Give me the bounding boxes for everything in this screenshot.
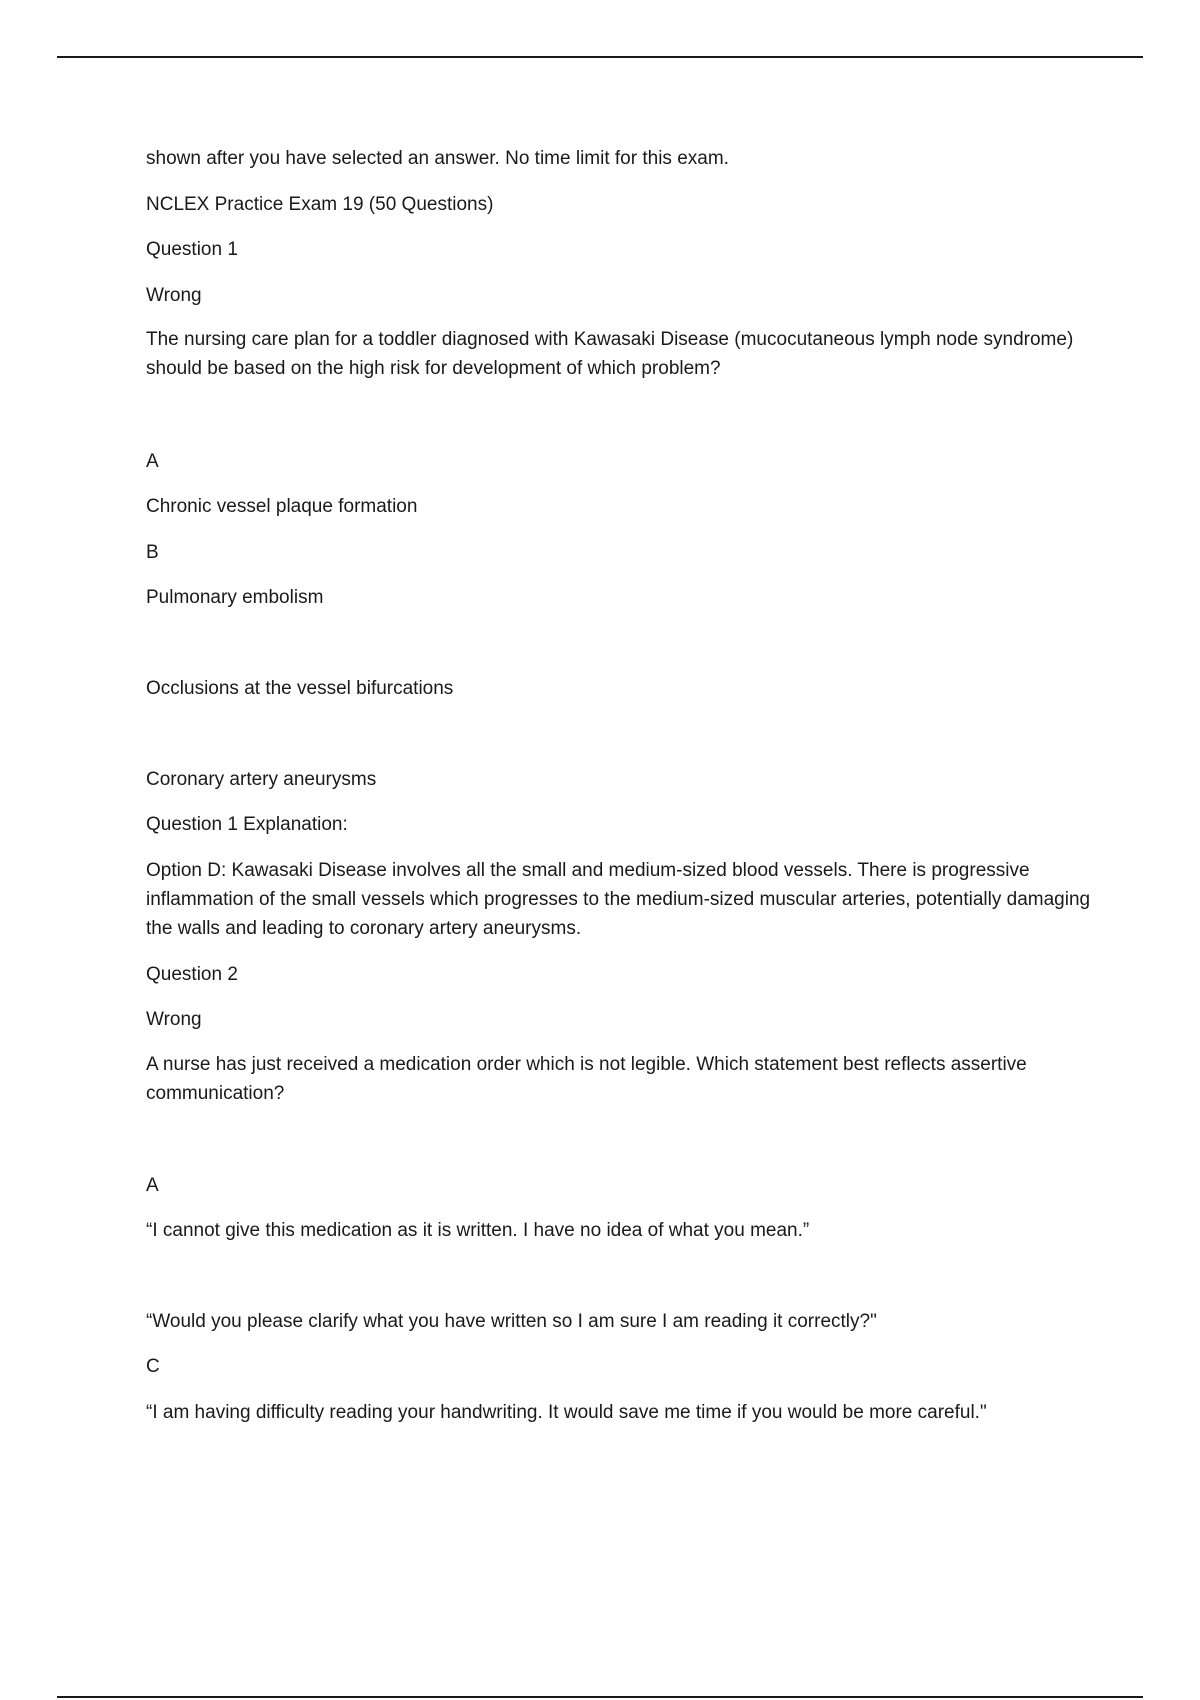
question-2-label: Question 2 <box>146 964 238 985</box>
exam-title: NCLEX Practice Exam 19 (50 Questions) <box>146 194 494 215</box>
question-2-option-b-text: “Would you please clarify what you have written so I am sure I am reading it correctly?" <box>146 1311 877 1332</box>
question-1-option-a-text: Chronic vessel plaque formation <box>146 496 418 517</box>
question-1-status: Wrong <box>146 285 202 306</box>
question-2-option-a-letter: A <box>146 1175 159 1196</box>
question-1-label: Question 1 <box>146 239 238 260</box>
question-1-option-b-letter: B <box>146 542 159 563</box>
question-2-option-c-letter: C <box>146 1356 160 1377</box>
question-1-option-d-text: Coronary artery aneurysms <box>146 769 377 790</box>
header-rule <box>57 56 1143 58</box>
question-2-text: A nurse has just received a medication order which is not legible. Which statement best reflects assertive communication? <box>146 1054 1027 1104</box>
footer-rule <box>57 1696 1143 1698</box>
question-2-status: Wrong <box>146 1009 202 1030</box>
question-1-explanation-text: Option D: Kawasaki Disease involves all the small and medium-sized blood vessels. There is progressive inflammation of the small vessels which progresses to the medium-sized muscular arteries, potentially damaging the walls and leading to coronary artery aneurysms. <box>146 860 1091 939</box>
question-2-option-a-text: “I cannot give this medication as it is written. I have no idea of what you mean.” <box>146 1220 810 1241</box>
question-1-option-c-text: Occlusions at the vessel bifurcations <box>146 678 454 699</box>
question-1-explanation-label: Question 1 Explanation: <box>146 814 348 835</box>
question-1-option-a-letter: A <box>146 451 159 472</box>
question-2-option-c-text: “I am having difficulty reading your handwriting. It would save me time if you would be more careful." <box>146 1402 987 1423</box>
intro-text: shown after you have selected an answer. No time limit for this exam. <box>146 148 729 169</box>
question-1-option-b-text: Pulmonary embolism <box>146 587 324 608</box>
question-1-text: The nursing care plan for a toddler diagnosed with Kawasaki Disease (mucocutaneous lymph node syndrome) should be based on the high risk for development of which problem? <box>146 329 1074 379</box>
